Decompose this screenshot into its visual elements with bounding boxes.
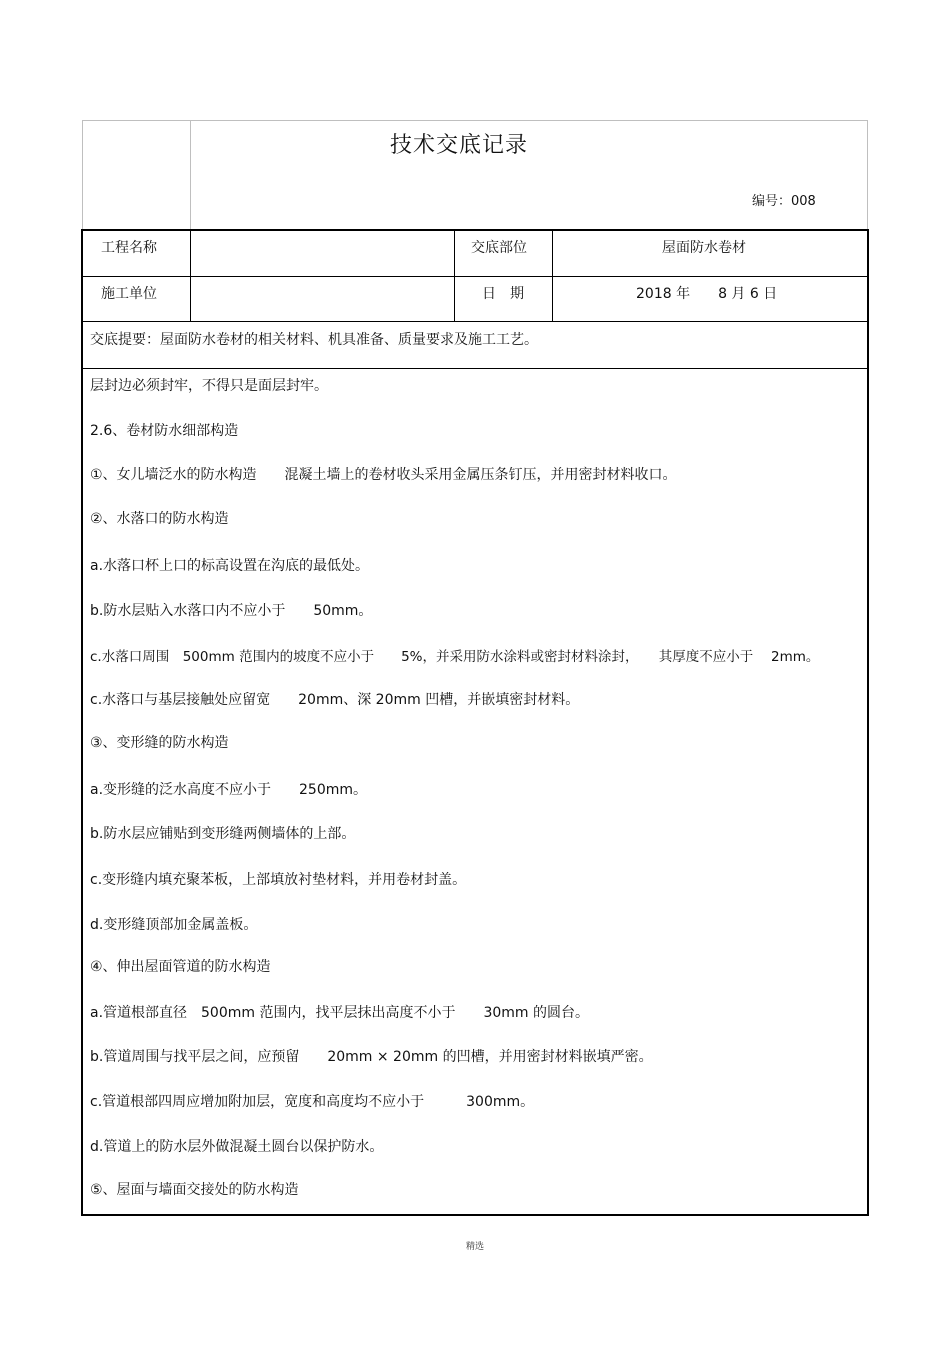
body-line: a.管道根部直径 500mm 范围内，找平层抹出高度不小于 30mm 的圆台。 bbox=[90, 1005, 590, 1021]
body-line: ④、伸出屋面管道的防水构造 bbox=[90, 959, 271, 975]
header-divider bbox=[190, 120, 191, 230]
body-line: d.管道上的防水层外做混凝土圆台以保护防水。 bbox=[90, 1139, 384, 1155]
table-left-border bbox=[81, 229, 83, 1216]
table-row-divider-1 bbox=[81, 276, 869, 277]
header-right-border bbox=[867, 120, 868, 230]
body-line: 2.6、卷材防水细部构造 bbox=[90, 423, 239, 439]
table-top-border bbox=[81, 229, 869, 231]
table-col-divider-2 bbox=[454, 229, 455, 322]
part-value: 屋面防水卷材 bbox=[662, 240, 746, 256]
body-line: ⑤、屋面与墙面交接处的防水构造 bbox=[90, 1182, 299, 1198]
body-line: d.变形缝顶部加金属盖板。 bbox=[90, 917, 258, 933]
table-col-divider-3 bbox=[552, 229, 553, 322]
project-name-label: 工程名称 bbox=[101, 240, 157, 256]
body-line: ③、变形缝的防水构造 bbox=[90, 735, 229, 751]
summary-text: 交底提要：屋面防水卷材的相关材料、机具准备、质量要求及施工工艺。 bbox=[90, 332, 538, 348]
date-value: 2018 年 8 月 6 日 bbox=[636, 286, 778, 302]
body-line: c.变形缝内填充聚苯板，上部填放衬垫材料，并用卷材封盖。 bbox=[90, 872, 467, 888]
body-line: c.水落口与基层接触处应留宽 20mm、深 20mm 凹槽，并嵌填密封材料。 bbox=[90, 692, 580, 708]
body-line: a.变形缝的泛水高度不应小于 250mm。 bbox=[90, 782, 368, 798]
body-line: a.水落口杯上口的标高设置在沟底的最低处。 bbox=[90, 558, 370, 574]
record-number-label: 编号： bbox=[752, 194, 792, 209]
table-col-divider-1 bbox=[190, 229, 191, 322]
body-line: b.防水层贴入水落口内不应小于 50mm。 bbox=[90, 603, 373, 619]
body-line: b.防水层应铺贴到变形缝两侧墙体的上部。 bbox=[90, 826, 356, 842]
header-left-border bbox=[82, 120, 83, 230]
body-line: c.水落口周围 500mm 范围内的坡度不应小于 5%，并采用防水涂料或密封材料涂封， 其厚度不应小于 2mm。 bbox=[90, 649, 820, 665]
body-line: b.管道周围与找平层之间，应预留 20mm × 20mm 的凹槽，并用密封材料嵌填严密。 bbox=[90, 1049, 653, 1065]
body-line: c.管道根部四周应增加附加层，宽度和高度均不应小于 300mm。 bbox=[90, 1094, 535, 1110]
table-bottom-border bbox=[81, 1214, 869, 1216]
unit-label: 施工单位 bbox=[101, 286, 157, 302]
record-number bbox=[752, 190, 816, 209]
table-right-border bbox=[867, 229, 869, 1216]
body-line: ②、水落口的防水构造 bbox=[90, 511, 229, 527]
date-label: 日 期 bbox=[482, 286, 524, 302]
table-row-divider-2 bbox=[81, 321, 869, 322]
record-number-value: 008 bbox=[791, 194, 816, 209]
page-footer: 精选 bbox=[466, 1242, 485, 1252]
table-row-divider-3 bbox=[81, 368, 869, 369]
body-line: ①、女儿墙泛水的防水构造 混凝土墙上的卷材收头采用金属压条钉压，并用密封材料收口。 bbox=[90, 467, 677, 483]
header-top-border bbox=[82, 120, 868, 121]
body-line: 层封边必须封牢，不得只是面层封牢。 bbox=[90, 378, 328, 394]
part-label: 交底部位 bbox=[471, 240, 527, 256]
page-title: 技术交底记录 bbox=[390, 133, 529, 158]
